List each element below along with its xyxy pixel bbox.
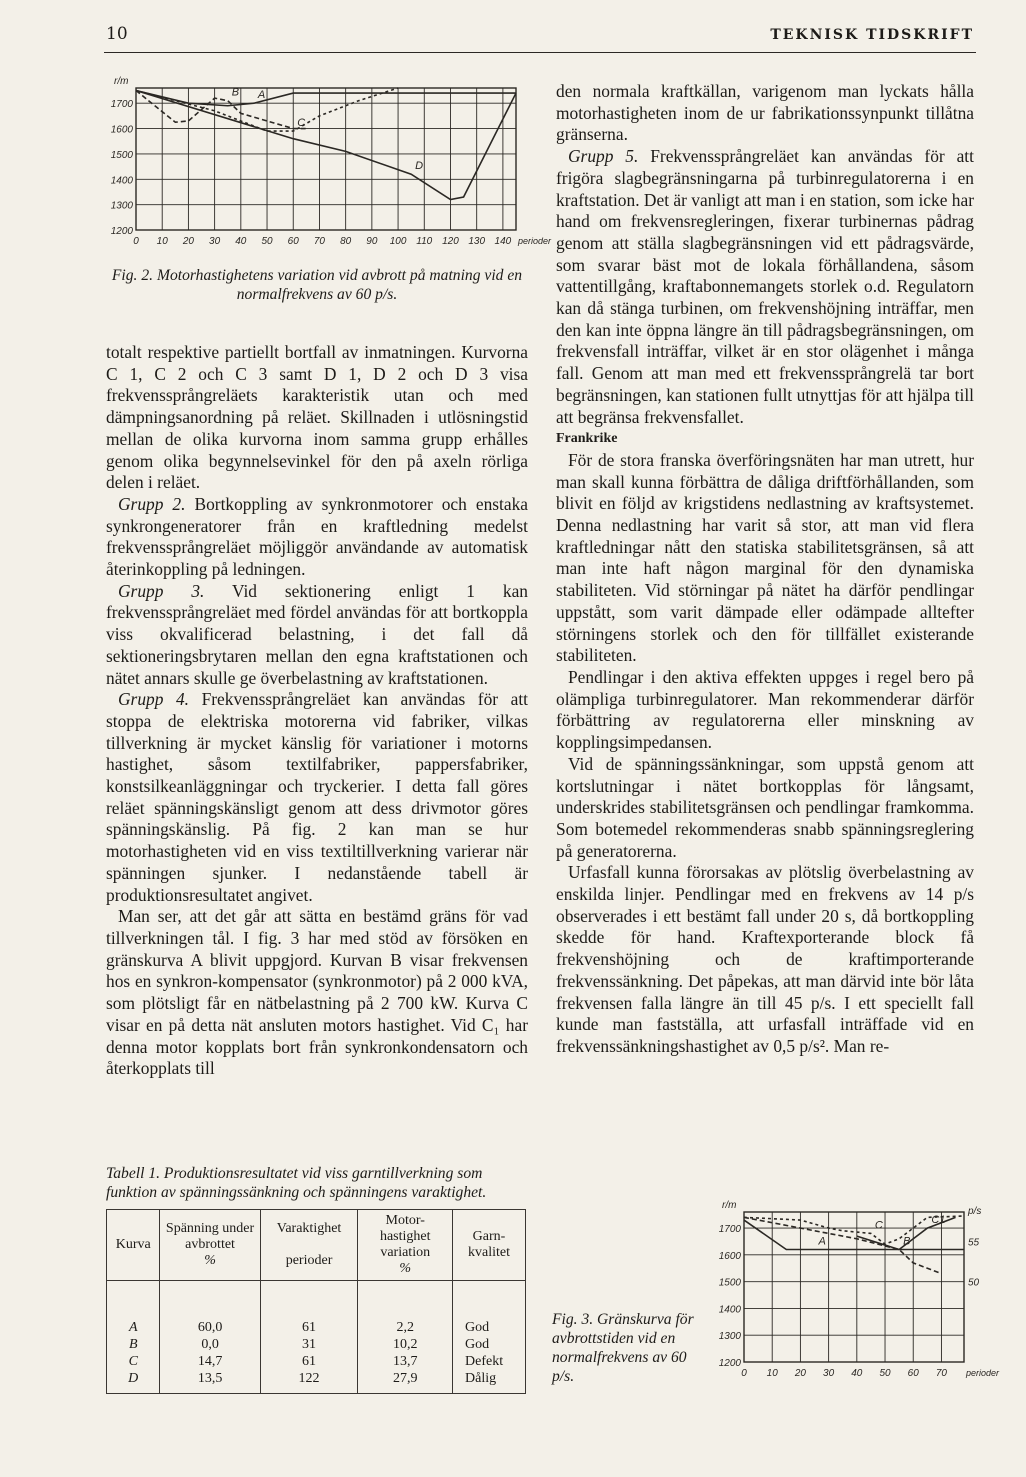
x-tick-label: 30 [823, 1368, 835, 1379]
y-tick-label: 1400 [718, 1304, 741, 1316]
paragraph-text: Bortkoppling av synkronmotorer och enstaka synkrongeneratorer från en kraftledning medelst frekvenssprångreläet möjliggör användande av automatisk återinkoppling på ledningen. [106, 493, 528, 580]
paragraph-text: Frekvenssprångreläet kan användas för att frigöra slagbegränsningarna på turbinregulatorerna i en kraftstation. Det är vanligt att man i en station, som icke har hand om frekvensregleringen, fixerar turbinernas pådrag genom att ställa slagbegränsningen vid ett pådragsvärde, som svarar bäst mot de lokala förhållandena, såsom vattentillgång, kraftabonnemangets storlek o.d. Regulatorn kan då stänga turbinen, om frekvenshöjning inträffar, men den kan inte öppna längre än till pådragsbegränsningen, om frekvensfall inträffar, vilket är en stor olägenhet i många fall. Genom att man med ett frekvenssprångrelä tar bort begränsningen, kan stationen fullt utnyttjas för att hjälpa till att begränsa frekvensfallet. [556, 146, 974, 427]
y-tick-label: 1400 [110, 175, 133, 187]
series-line-d [136, 91, 516, 200]
x-tick-label: 70 [935, 1368, 947, 1379]
cell-kurva: B [107, 1336, 160, 1353]
production-table [106, 1209, 526, 1394]
header-kurva: Kurva [107, 1210, 160, 1281]
y-axis-label: r/m [114, 76, 129, 87]
curve-label: C1 [931, 1214, 946, 1227]
running-title: TEKNISK TIDSKRIFT [770, 27, 974, 43]
header-unit: perioder [285, 1253, 333, 1268]
curve-label: C [297, 117, 306, 130]
right-column [556, 81, 974, 1058]
x-tick-label: 60 [907, 1368, 919, 1379]
group-label: Grupp 3. [118, 580, 205, 601]
header-text: Varaktighet [276, 1221, 342, 1236]
paragraph [106, 581, 528, 690]
y-tick-label: 1700 [718, 1224, 741, 1236]
page-number: 10 [106, 24, 128, 44]
x-tick-label: 140 [494, 236, 512, 247]
x-tick-label: 100 [389, 236, 407, 247]
y-tick-label: 1500 [718, 1277, 741, 1289]
x-tick-label: 40 [851, 1368, 863, 1379]
cell-spanning: 60,0 [160, 1319, 260, 1336]
cell-spanning: 14,7 [160, 1353, 260, 1370]
paragraph: Pendlingar i den aktiva effekten uppges i regel bero på olämpliga turbinregulatorer. Man rekommenderar därför förbättring av regulatorerna eller minskning av kopplingsimpedansen. [556, 666, 974, 753]
x-tick-label: 0 [133, 236, 139, 247]
y-tick-label: 1200 [718, 1358, 741, 1369]
paragraph [106, 689, 528, 906]
curve-label: B [903, 1235, 911, 1248]
x-tick-label: 90 [366, 236, 378, 247]
cell-kurva: C [107, 1353, 160, 1370]
cell-spanning: 0,0 [160, 1336, 260, 1353]
curve-label: B [231, 86, 240, 99]
fig2-caption: Fig. 2. Motorhastighetens variation vid avbrott på matning vid en normalfrekvens av 60 p/s. [111, 267, 523, 303]
paragraph: Man ser, att det går att sätta en bestämd gräns för vad tillverkningen tål. I fig. 3 har med stöd av försöken en gränskurva A blivit uppgjord. Kurvan B visar frekvensen hos en synkron-kompensator (synkronmotor) på 2 000 kVA, som plötsligt får en nätbelastning på 2 700 kW. Kurva C visar en på detta nät ansluten motors hastighet. Vid C₁ har denna motor kopplats bort från synkronkondensatorn och återkopplats till [106, 906, 528, 1079]
x-axis-label: perioder [966, 1368, 1000, 1378]
fig2-chart [100, 74, 552, 258]
cell-varaktighet: 61 [260, 1319, 358, 1336]
y-tick-label: 1200 [110, 226, 133, 237]
y-tick-label: 1300 [718, 1331, 741, 1343]
x-tick-label: 10 [156, 236, 168, 247]
plot-frame [136, 88, 516, 230]
paragraph-text: Frekvenssprångreläet kan användas för att stoppa de elektriska motorerna vid fabriker, vilkas tillverkning är mycket känslig för variationer i motorns hastighet, såsom textilfabriker, pappersfabriker, konstsilkeanläggningar och tryckerier. I detta fall göres reläet spänningskänsligt genom att dess drivmotor göres spänningskänslig. På fig. 2 kan man se hur motorhastigheten vid en viss textiltillverkning varierar när spänningen sjunker. I nedanstående tabell är produktionsresultatet angivet. [106, 689, 528, 905]
section-heading: Frankrike [556, 431, 618, 447]
x-tick-label: 50 [879, 1368, 891, 1379]
x-tick-label: 30 [209, 236, 221, 247]
cell-kvalitet: God [453, 1336, 526, 1353]
x-tick-label: 10 [766, 1368, 778, 1379]
plot-frame [744, 1212, 964, 1362]
cell-variation: 27,9 [358, 1370, 453, 1394]
x-tick-label: 120 [442, 236, 459, 247]
cell-varaktighet: 61 [260, 1353, 358, 1370]
x-tick-label: 130 [468, 236, 486, 247]
fig3-caption: Fig. 3. Gränskurva för avbrottstiden vid en normalfrekvens av 60 p/s. [552, 1311, 694, 1385]
y-tick-label: 1300 [110, 200, 133, 212]
cell-kurva: A [107, 1319, 160, 1336]
fig3-chart [706, 1200, 1000, 1386]
left-column [106, 342, 528, 1080]
series-line-b [744, 1217, 941, 1273]
curve-label: D [415, 160, 424, 173]
cell-kvalitet: Defekt [453, 1353, 526, 1370]
y2-tick-label: 55 [968, 1237, 980, 1249]
paragraph: totalt respektive partiellt bortfall av inmatningen. Kurvorna C 1, C 2 och C 3 samt D 1, D 2 och D 3 visa frekvenssprångreläets karakteristik utan och med dämpningsanordning på reläet. Skillnaden i utlösningstid mellan de olika kurvorna inom samma grupp erhålles genom olika begynnelsevinkel för den på axeln rörliga delen i reläet. [106, 342, 528, 493]
table-row [107, 1370, 526, 1394]
x-axis-label: perioder [518, 236, 552, 246]
x-tick-label: 110 [416, 236, 433, 247]
curve-label: C [874, 1219, 883, 1232]
header-varaktighet [260, 1210, 358, 1281]
group-label: Grupp 2. [118, 493, 186, 514]
x-tick-label: 20 [182, 236, 194, 247]
x-tick-label: 20 [794, 1368, 806, 1379]
y-tick-label: 1600 [110, 124, 133, 136]
paragraph: För de stora franska överföringsnäten har man utrett, hur man skall kunna förbättra de dåliga driftförhållanden, som blivit en följd av krigstidens nedlastning av kraftsystemet. Denna nedlastning har varit så stor, att man vid flera kraftledningar nått den statiska stabilitetsgränsen, så att man inte haft någon marginal för den dynamiska stabiliteten. Vid störningar på nätet ha därför pendlingar uppstått, som varit dämpade eller odämpade alltefter störningens storlek och den för tillfället existerande stabiliteten. [556, 449, 974, 666]
header-garn: Garn-kvalitet [453, 1210, 526, 1281]
paragraph: Vid de spänningssänkningar, som uppstå genom att kortslutningar i nätet bortkopplas för långsamt, underskrides stabilitetsgränsen och pendlingar framkomma. Som botemedel rekommenderas snabb spänningsreglering på generatorerna. [556, 753, 974, 861]
cell-variation: 13,7 [358, 1353, 453, 1370]
header-unit: % [204, 1253, 216, 1268]
header-text: Motor-hastighet variation [379, 1213, 431, 1260]
x-tick-label: 50 [261, 236, 273, 247]
header-text: Spänning under avbrottet [165, 1221, 255, 1252]
curve-label: A [257, 89, 266, 102]
header-rule [104, 52, 976, 53]
paragraph-text: Vid sektionering enligt 1 kan frekvenssprångreläet med fördel användas för att bortkoppla viss okvalificerad belastning, i det fall då sektioneringsbrytaren mellan den egna kraftstationen och nätet annars skulle ge överbelastning av kraftstationen. [106, 580, 528, 688]
cell-varaktighet: 31 [260, 1336, 358, 1353]
header-motor [358, 1210, 453, 1281]
cell-spanning: 13,5 [160, 1370, 260, 1394]
curve-label: A [818, 1235, 826, 1248]
group-label: Grupp 5. [568, 146, 639, 167]
paragraph [106, 494, 528, 581]
cell-kurva: D [107, 1370, 160, 1394]
header-spanning [160, 1210, 260, 1281]
y-axis-label: r/m [722, 1200, 737, 1211]
x-tick-label: 70 [313, 236, 326, 247]
cell-variation: 2,2 [358, 1319, 453, 1336]
x-tick-label: 0 [741, 1368, 747, 1379]
table-row [107, 1319, 526, 1336]
header-unit: % [399, 1261, 412, 1276]
y-tick-label: 1500 [110, 149, 133, 161]
x-tick-label: 60 [287, 236, 299, 247]
paragraph [556, 146, 974, 428]
group-label: Grupp 4. [118, 689, 190, 710]
y2-axis-label: p/s [968, 1206, 982, 1217]
paragraph: Urfasfall kunna förorsakas av plötslig överbelastning av enskilda linjer. Pendlingar med en frekvens av 14 p/s observerades i ett bestämt fall under 20 s, då bortkoppling skedde för hand. Kraftexporterande block få frekvenshöjning och de kraftimporterande frekvenssänkning. Det påpekas, att man därvid inte bör låta frekvensen falla längre än till 45 p/s. I ett speciellt fall kunde man fastställa, att urfasfall inträffade vid en frekvenssänkningshastighet av 0,5 p/s². Man re- [556, 862, 974, 1056]
table-row [107, 1336, 526, 1353]
cell-kvalitet: Dålig [453, 1370, 526, 1394]
y-tick-label: 1600 [718, 1250, 741, 1262]
x-tick-label: 40 [235, 236, 247, 247]
cell-variation: 10,2 [358, 1336, 453, 1353]
x-tick-label: 80 [340, 236, 352, 247]
cell-varaktighet: 122 [260, 1370, 358, 1394]
y-tick-label: 1700 [110, 99, 133, 111]
paragraph: den normala kraftkällan, varigenom man lyckats hålla motorhastigheten inom de ur fabrikationssynpunkt tillåtna gränserna. [556, 81, 974, 145]
cell-kvalitet: God [453, 1319, 526, 1336]
y2-tick-label: 50 [968, 1277, 980, 1289]
table-caption: Tabell 1. Produktionsresultatet vid viss garntillverkning som funktion av spänningssänkning och spänningens varaktighet. [106, 1165, 487, 1201]
table-row [107, 1353, 526, 1370]
